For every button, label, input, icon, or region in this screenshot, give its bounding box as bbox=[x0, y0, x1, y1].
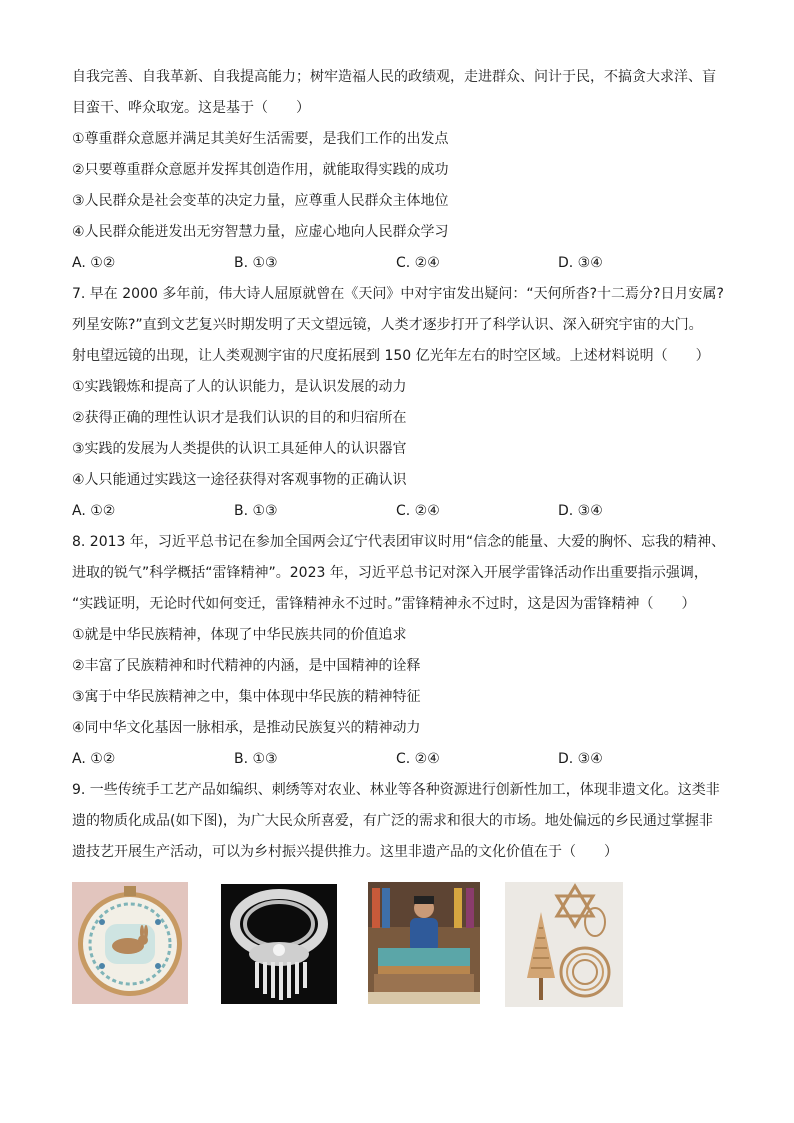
statement-item: ①就是中华民族精神，体现了中华民族共同的价值追求 bbox=[72, 627, 407, 643]
question-stem-line: 9. 一些传统手工艺产品如编织、刺绣等对农业、林业等各种资源进行创新性加工，体现非遗文化。这类非 bbox=[72, 782, 720, 798]
statement-item: ②丰富了民族精神和时代精神的内涵，是中国精神的诠释 bbox=[72, 658, 421, 674]
weaving-image bbox=[368, 882, 480, 1004]
statement-item: ④人民群众能迸发出无穷智慧力量，应虚心地向人民群众学习 bbox=[72, 224, 449, 240]
wicker-craft-image bbox=[505, 882, 623, 1007]
option-b[interactable]: B. ①③ bbox=[234, 503, 278, 519]
statement-item: ②获得正确的理性认识才是我们认识的目的和归宿所在 bbox=[72, 410, 407, 426]
option-c[interactable]: C. ②④ bbox=[396, 503, 440, 519]
option-d[interactable]: D. ③④ bbox=[558, 751, 603, 767]
statement-item: ①尊重群众意愿并满足其美好生活需要，是我们工作的出发点 bbox=[72, 131, 449, 147]
silver-necklace-image bbox=[221, 884, 337, 1004]
option-c[interactable]: C. ②④ bbox=[396, 751, 440, 767]
option-a[interactable]: A. ①② bbox=[72, 751, 116, 767]
question-stem-line: “实践证明，无论时代如何变迁，雷锋精神永不过时。”雷锋精神永不过时，这是因为雷锋精神（ ） bbox=[72, 596, 696, 612]
statement-item: ③人民群众是社会变革的决定力量，应尊重人民群众主体地位 bbox=[72, 193, 449, 209]
answer-options bbox=[72, 248, 722, 279]
option-a[interactable]: A. ①② bbox=[72, 255, 116, 271]
statement-item: ②只要尊重群众意愿并发挥其创造作用，就能取得实践的成功 bbox=[72, 162, 449, 178]
question-stem-line: 8. 2013 年，习近平总书记在参加全国两会辽宁代表团审议时用“信念的能量、大爱的胸怀、忘我的精神、 bbox=[72, 534, 726, 550]
statement-item: ③实践的发展为人类提供的认识工具延伸人的认识器官 bbox=[72, 441, 407, 457]
question-stem-line: 自我完善、自我革新、自我提高能力；树牢造福人民的政绩观，走进群众、问计于民，不搞贪大求洋、盲 bbox=[72, 69, 716, 85]
answer-options bbox=[72, 744, 722, 775]
question-7 bbox=[72, 279, 722, 527]
exam-page bbox=[72, 62, 726, 868]
embroidery-image bbox=[72, 882, 188, 1004]
option-a[interactable]: A. ①② bbox=[72, 503, 116, 519]
question-6 bbox=[72, 62, 722, 279]
statement-item: ③寓于中华民族精神之中，集中体现中华民族的精神特征 bbox=[72, 689, 421, 705]
craft-images-row bbox=[72, 882, 632, 1007]
question-stem-line: 目蛮干、哗众取宠。这是基于（ ） bbox=[72, 100, 310, 116]
question-stem-line: 遗的物质化成品(如下图)，为广大民众所喜爱，有广泛的需求和很大的市场。地处偏远的乡民通过掌握非 bbox=[72, 813, 713, 829]
option-c[interactable]: C. ②④ bbox=[396, 255, 440, 271]
statement-item: ①实践锻炼和提高了人的认识能力，是认识发展的动力 bbox=[72, 379, 407, 395]
option-d[interactable]: D. ③④ bbox=[558, 503, 603, 519]
question-stem-line: 射电望远镜的出现，让人类观测宇宙的尺度拓展到 150 亿光年左右的时空区域。上述材料说明（ ） bbox=[72, 348, 710, 364]
question-stem-line: 遗技艺开展生产活动，可以为乡村振兴提供推力。这里非遗产品的文化价值在于（ ） bbox=[72, 844, 618, 860]
option-b[interactable]: B. ①③ bbox=[234, 255, 278, 271]
statement-item: ④同中华文化基因一脉相承，是推动民族复兴的精神动力 bbox=[72, 720, 421, 736]
question-9 bbox=[72, 775, 722, 868]
answer-options bbox=[72, 496, 722, 527]
question-8 bbox=[72, 527, 726, 775]
question-stem-line: 7. 早在 2000 多年前，伟大诗人屈原就曾在《天问》中对宇宙发出疑问：“天何所沓?十二焉分?日月安属? bbox=[72, 286, 724, 302]
question-stem-line: 列星安陈?”直到文艺复兴时期发明了天文望远镜，人类才逐步打开了科学认识、深入研究宇宙的大门。 bbox=[72, 317, 703, 333]
option-b[interactable]: B. ①③ bbox=[234, 751, 278, 767]
statement-item: ④人只能通过实践这一途径获得对客观事物的正确认识 bbox=[72, 472, 407, 488]
question-stem-line: 进取的锐气”科学概括“雷锋精神”。2023 年，习近平总书记对深入开展学雷锋活动作出重要指示强调， bbox=[72, 565, 708, 581]
option-d[interactable]: D. ③④ bbox=[558, 255, 603, 271]
